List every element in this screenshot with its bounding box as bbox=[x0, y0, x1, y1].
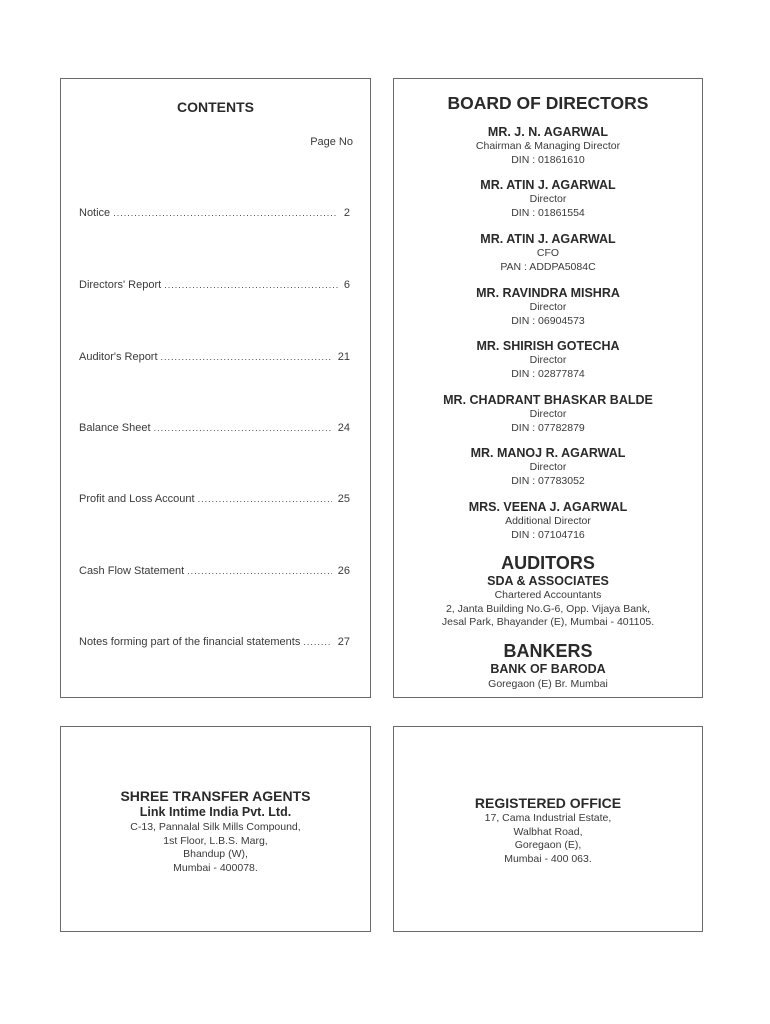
auditors-firm: SDA & ASSOCIATES bbox=[487, 574, 609, 588]
toc-leader bbox=[187, 566, 332, 576]
toc-item-notice bbox=[79, 207, 350, 219]
toc-item-directors-report bbox=[79, 279, 350, 291]
toc-item-cash-flow bbox=[79, 565, 350, 577]
address-line: Bhandup (W), bbox=[183, 848, 248, 860]
address-line: Walbhat Road, bbox=[513, 825, 583, 838]
director-id: DIN : 07104716 bbox=[511, 528, 585, 541]
director-name: MR. ATIN J. AGARWAL bbox=[480, 178, 616, 192]
board-panel bbox=[393, 78, 703, 698]
address-line: Goregaon (E), bbox=[514, 839, 582, 851]
toc-leader bbox=[154, 423, 332, 433]
address-line: Mumbai - 400078. bbox=[173, 861, 258, 874]
bank-name: BANK OF BARODA bbox=[490, 662, 606, 676]
address-line: 1st Floor, L.B.S. Marg, bbox=[163, 834, 268, 847]
board-title: BOARD OF DIRECTORS bbox=[447, 93, 649, 113]
registered-office-panel bbox=[393, 726, 703, 932]
toc-page: 6 bbox=[343, 279, 350, 291]
director-entry bbox=[394, 125, 702, 167]
director-name: MR. CHADRANT BHASKAR BALDE bbox=[443, 393, 653, 407]
director-role: Director bbox=[529, 461, 567, 473]
bankers-title: BANKERS bbox=[503, 641, 593, 661]
toc-label: Directors' Report bbox=[79, 279, 162, 291]
auditors-address bbox=[394, 589, 702, 630]
registered-office-address bbox=[394, 812, 702, 866]
toc-item-balance-sheet bbox=[79, 422, 350, 434]
transfer-agents-panel bbox=[60, 726, 371, 932]
toc-page: 21 bbox=[337, 351, 350, 363]
director-entry bbox=[394, 232, 702, 274]
director-name: MR. ATIN J. AGARWAL bbox=[480, 232, 616, 246]
address-line: Mumbai - 400 063. bbox=[504, 852, 592, 865]
director-name: MR. MANOJ R. AGARWAL bbox=[470, 446, 626, 460]
auditors-title: AUDITORS bbox=[501, 553, 595, 573]
registered-office-title: REGISTERED OFFICE bbox=[474, 795, 622, 811]
director-name: MR. RAVINDRA MISHRA bbox=[476, 286, 620, 300]
director-id: DIN : 01861554 bbox=[511, 206, 585, 219]
address-line: C-13, Pannalal Silk Mills Compound, bbox=[130, 821, 301, 833]
toc-leader bbox=[303, 637, 331, 647]
director-entry bbox=[394, 339, 702, 381]
toc-label: Notes forming part of the financial statements bbox=[79, 636, 301, 648]
director-entry bbox=[394, 500, 702, 542]
address-line: Chartered Accountants bbox=[494, 589, 602, 601]
transfer-agents-title: SHREE TRANSFER AGENTS bbox=[120, 788, 311, 804]
toc-label: Balance Sheet bbox=[79, 422, 151, 434]
director-role: Additional Director bbox=[505, 515, 591, 527]
toc-label: Auditor's Report bbox=[79, 351, 158, 363]
toc-item-notes bbox=[79, 636, 350, 648]
address-line: 17, Cama Industrial Estate, bbox=[484, 812, 612, 824]
director-name: MRS. VEENA J. AGARWAL bbox=[468, 500, 628, 514]
director-role: CFO bbox=[536, 247, 560, 259]
director-role: Director bbox=[529, 354, 567, 366]
toc-page: 2 bbox=[343, 207, 350, 219]
director-role: Director bbox=[529, 408, 567, 420]
address-line: 2, Janta Building No.G-6, Opp. Vijaya Bank, bbox=[445, 602, 651, 615]
toc-leader bbox=[113, 208, 338, 218]
toc-leader bbox=[198, 494, 332, 504]
director-role: Chairman & Managing Director bbox=[475, 140, 621, 152]
toc-label: Profit and Loss Account bbox=[79, 493, 195, 505]
contents-panel bbox=[60, 78, 371, 698]
toc-leader bbox=[164, 280, 338, 290]
contents-title: CONTENTS bbox=[177, 99, 254, 115]
director-id: PAN : ADDPA5084C bbox=[500, 260, 596, 273]
director-id: DIN : 07782879 bbox=[511, 421, 585, 434]
transfer-agents-company: Link Intime India Pvt. Ltd. bbox=[139, 805, 292, 819]
toc-page: 26 bbox=[337, 565, 350, 577]
address-line: Jesal Park, Bhayander (E), Mumbai - 401105. bbox=[441, 616, 655, 628]
toc-page: 24 bbox=[337, 422, 350, 434]
toc-label: Notice bbox=[79, 207, 111, 219]
bank-branch: Goregaon (E) Br. Mumbai bbox=[488, 678, 608, 690]
director-entry bbox=[394, 446, 702, 488]
director-role: Director bbox=[529, 193, 567, 205]
toc-page: 25 bbox=[337, 493, 350, 505]
toc-item-profit-loss bbox=[79, 493, 350, 505]
transfer-agents-address bbox=[61, 821, 370, 875]
director-id: DIN : 01861610 bbox=[511, 153, 585, 166]
director-entry bbox=[394, 178, 702, 220]
director-name: MR. SHIRISH GOTECHA bbox=[476, 339, 620, 353]
director-id: DIN : 02877874 bbox=[511, 367, 585, 380]
director-id: DIN : 06904573 bbox=[511, 314, 585, 327]
toc-leader bbox=[161, 352, 332, 362]
director-entry bbox=[394, 393, 702, 435]
director-role: Director bbox=[529, 301, 567, 313]
toc-label: Cash Flow Statement bbox=[79, 565, 185, 577]
toc-page: 27 bbox=[337, 636, 350, 648]
page-no-label: Page No bbox=[310, 136, 353, 148]
toc-item-auditors-report bbox=[79, 351, 350, 363]
director-entry bbox=[394, 286, 702, 328]
director-name: MR. J. N. AGARWAL bbox=[487, 125, 609, 139]
director-id: DIN : 07783052 bbox=[511, 474, 585, 487]
